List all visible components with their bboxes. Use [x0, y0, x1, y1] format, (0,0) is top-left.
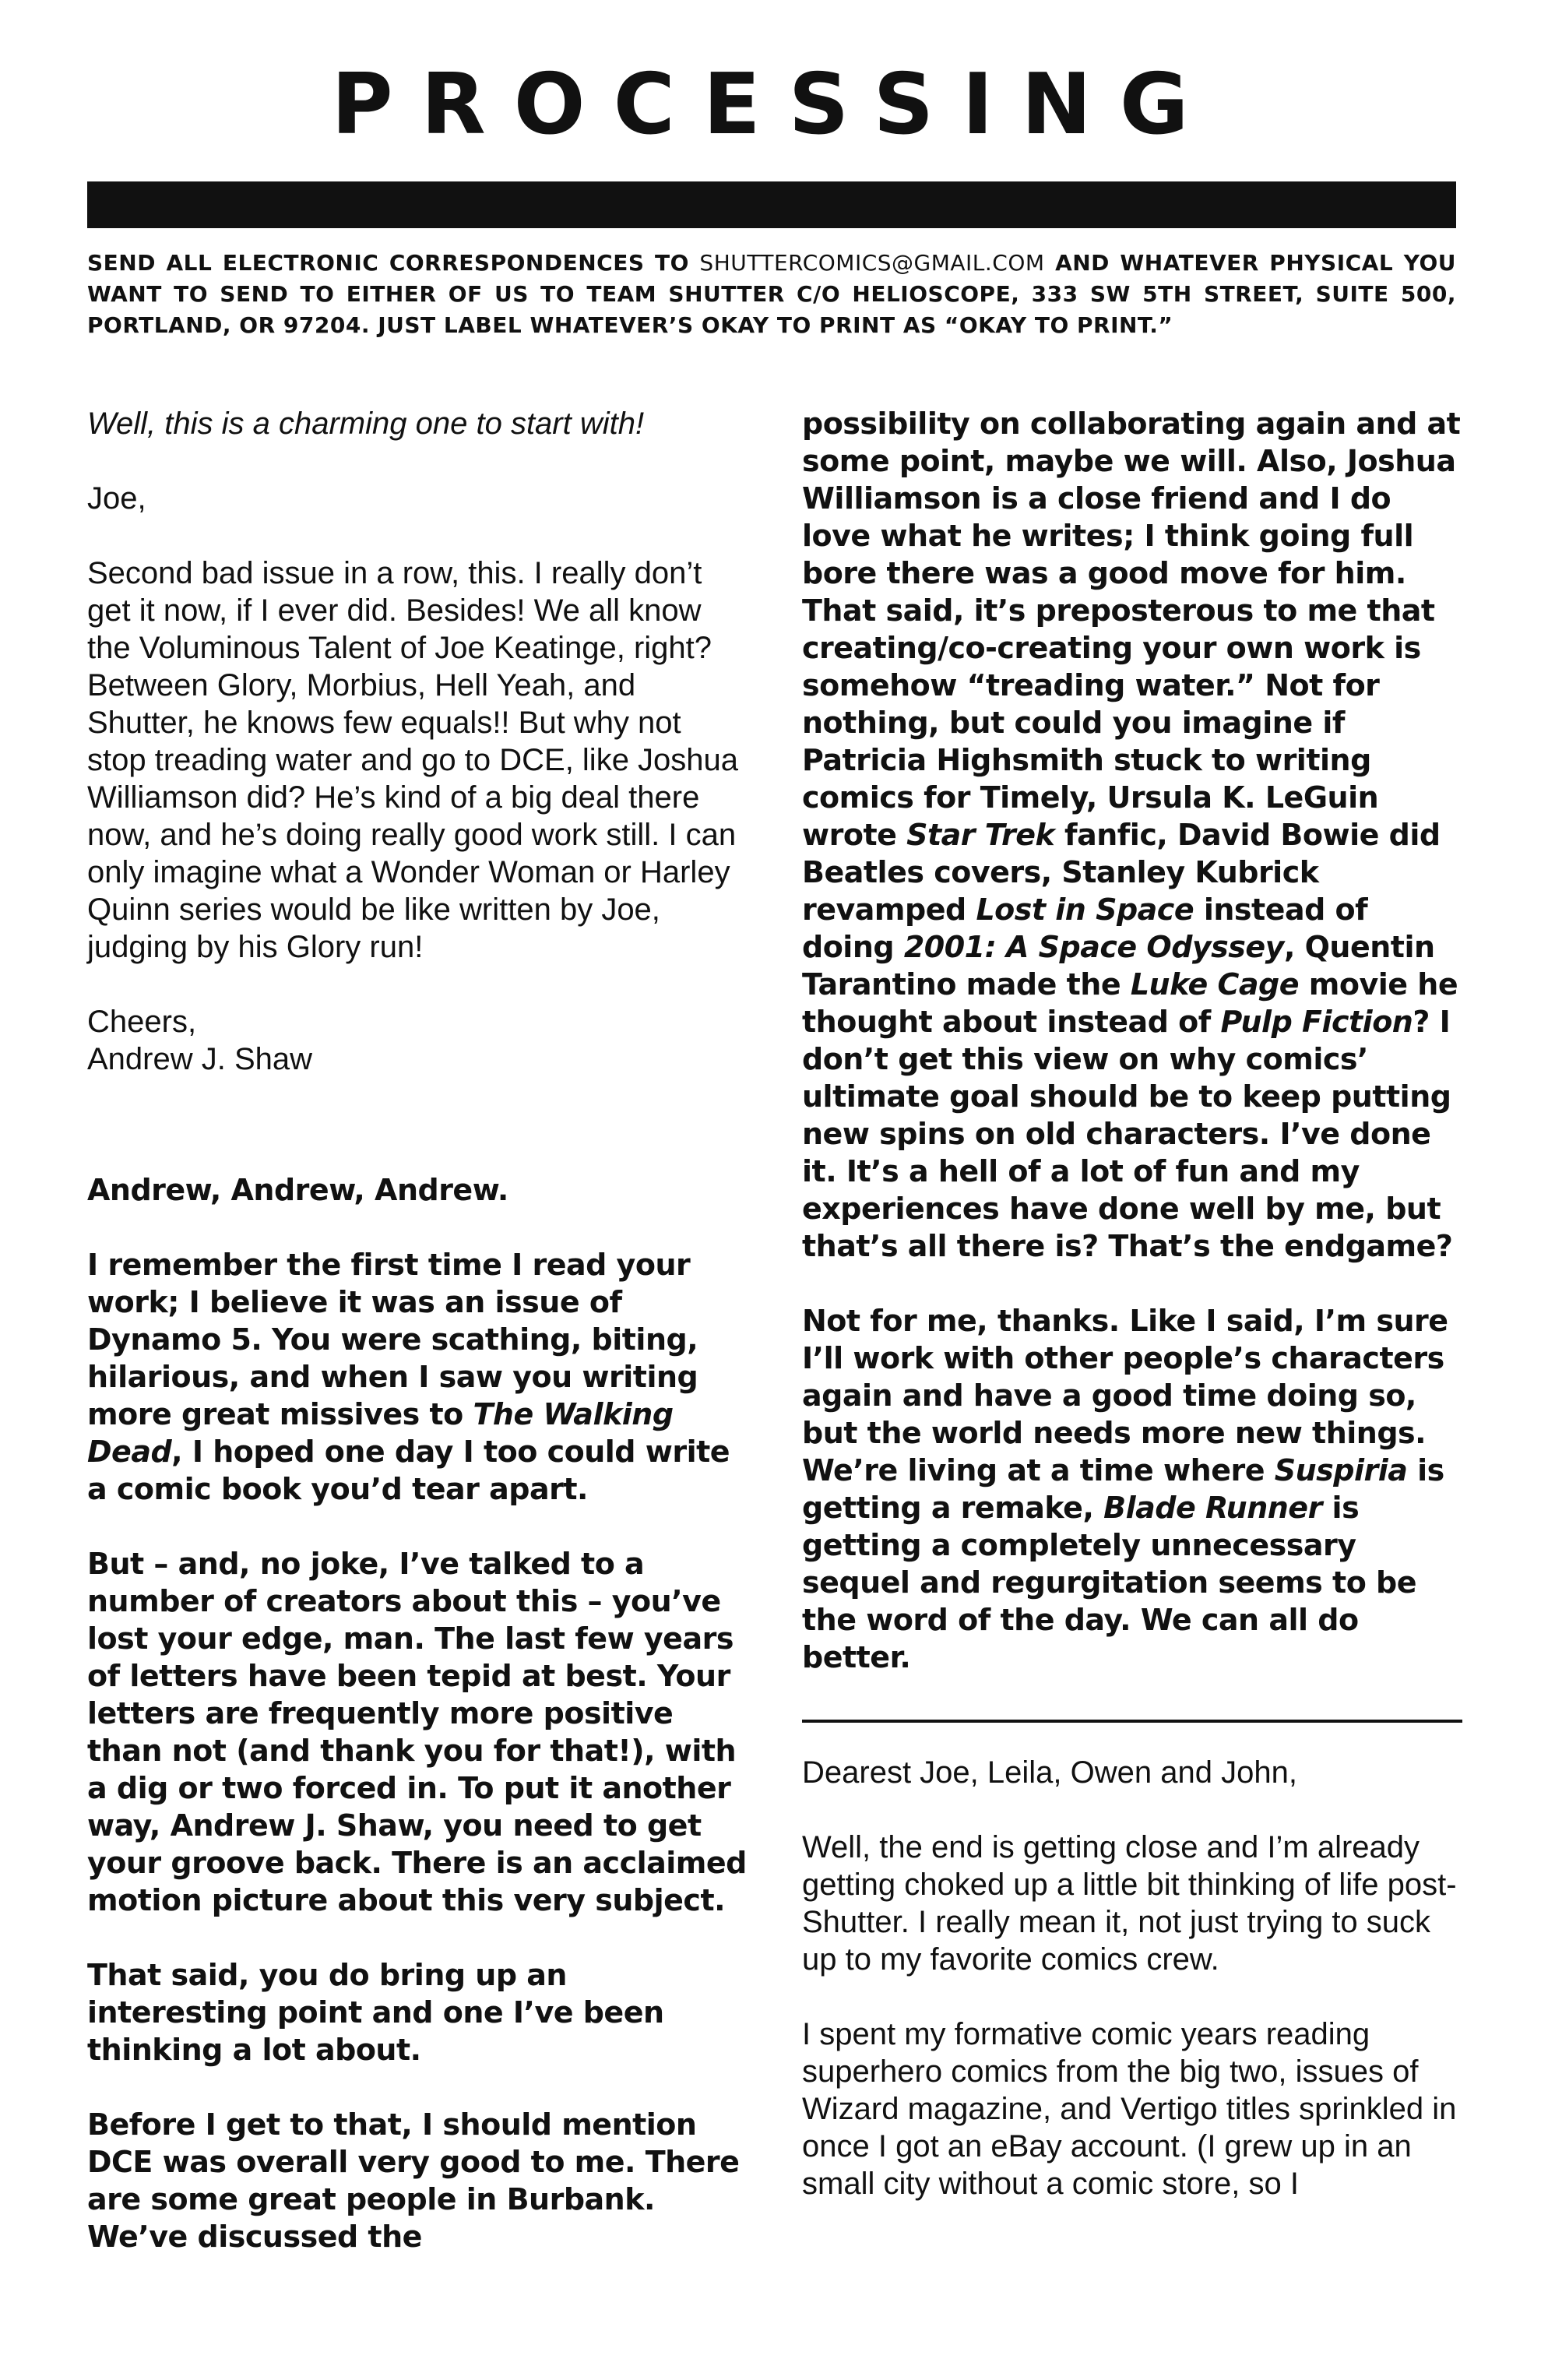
letter-body: I spent my formative comic years reading superhero comics from the big two, issues of Wizard magazine, and Vertigo titles sprinkled in once I got an eBay account. (I grew up in an small city without a comic store, so I: [802, 2017, 1457, 2201]
reply-paragraph: But – and, no joke, I’ve talked to a number of creators about this – you’ve lost your edge, man. The last few years of letters have been tepid at best. Your letters are frequently more positive than not (and thank you for that!), with a dig or two forced in. To put it another way, Andrew J. Shaw, you need to get your groove back. There is an acclaimed motion picture about this very subject.: [87, 1547, 747, 1917]
right-column: [802, 405, 1462, 2240]
reply-opening: Andrew, Andrew, Andrew.: [87, 1173, 508, 1207]
letter-body: Second bad issue in a row, this. I really don’t get it now, if I ever did. Besides! We all know the Voluminous Talent of Joe Keatinge, right? Between Glory, Morbius, Hell Yeah, and Shutter, he knows few equals!! But why not stop treading water and go to DCE, like Joshua Williamson did? He’s kind of a big deal there now, and he’s doing really good work still. I can only imagine what a Wonder Woman or Harley Quinn series would be like written by Joe, judging by his Glory run!: [87, 556, 739, 964]
reply-closing-paragraph: Not for me, thanks. Like I said, I’m sure I’ll work with other people’s characters again and have a good time doing so, but the world needs more new things. We’re living at a time where Suspiria is getting a remake, Blade Runner is getting a completely unnecessary sequel and regurgitation seems to be the word of the day. We can all do better.: [802, 1304, 1448, 1674]
reply-continued: possibility on collaborating again and at some point, maybe we will. Also, Joshua Williamson is a close friend and I do love what he writes; I think going full bore there was a good move for him. That said, it’s preposterous to me that creating/co-creating your own work is somehow “treading water.” Not for nothing, but could you imagine if Patricia Highsmith stuck to writing comics for Timely, Ursula K. LeGuin wrote Star Trek fanfic, David Bowie did Beatles covers, Stanley Kubrick revamped Lost in Space instead of doing 2001: A Space Odyssey, Quentin Tarantino made the Luke Cage movie he thought about instead of Pulp Fiction? I don’t get this view on why comics’ ultimate goal should be to keep putting new spins on old characters. I’ve done it. It’s a hell of a lot of fun and my experiences have done well by me, but that’s all there is? That’s the endgame?: [802, 407, 1461, 1263]
submission-instructions: [87, 248, 1456, 341]
section-divider: [802, 1720, 1462, 1723]
title-bar: [87, 181, 1456, 228]
spacer: [87, 1115, 748, 1171]
letter-body: Well, the end is getting close and I’m already getting choked up a little bit thinking of life post-Shutter. I really mean it, not just trying to suck up to my favorite comics crew.: [802, 1830, 1457, 1977]
page-title: PROCESSING: [331, 56, 1217, 153]
letter-salutation: Joe,: [87, 481, 146, 516]
instructions-lead: SEND ALL ELECTRONIC CORRESPONDENCES TO: [87, 250, 700, 276]
letter-closing: Cheers,: [87, 1005, 197, 1039]
reply-paragraph: I remember the first time I read your work; I believe it was an issue of Dynamo 5. You were scathing, biting, hilarious, and when I saw you writing more great missives to The Walking Dead, I hoped one day I too could write a comic book you’d tear apart.: [87, 1248, 730, 1506]
editor-intro: Well, this is a charming one to start with!: [87, 407, 645, 441]
left-column: [87, 405, 748, 2293]
email-address[interactable]: SHUTTERCOMICS@GMAIL.COM: [699, 250, 1045, 276]
letter-signature: Andrew J. Shaw: [87, 1042, 313, 1076]
reply-paragraph: Before I get to that, I should mention DCE was overall very good to me. There are some great people in Burbank. We’ve discussed the: [87, 2107, 740, 2254]
reply-paragraph: That said, you do bring up an interesting point and one I’ve been thinking a lot about.: [87, 1958, 664, 2067]
letter-salutation: Dearest Joe, Leila, Owen and John,: [802, 1755, 1297, 1790]
instructions-rest: AND WHATEVER PHYSICAL YOU WANT TO SEND TO EITHER OF US TO TEAM SHUTTER C/O HELIOSCOPE, 333 SW 5TH STREET, SUITE 500, PORTLAND, OR 97204. JUST LABEL WHATEVER’S OKAY TO PRINT AS “OKAY TO PRINT.”: [87, 250, 1457, 338]
